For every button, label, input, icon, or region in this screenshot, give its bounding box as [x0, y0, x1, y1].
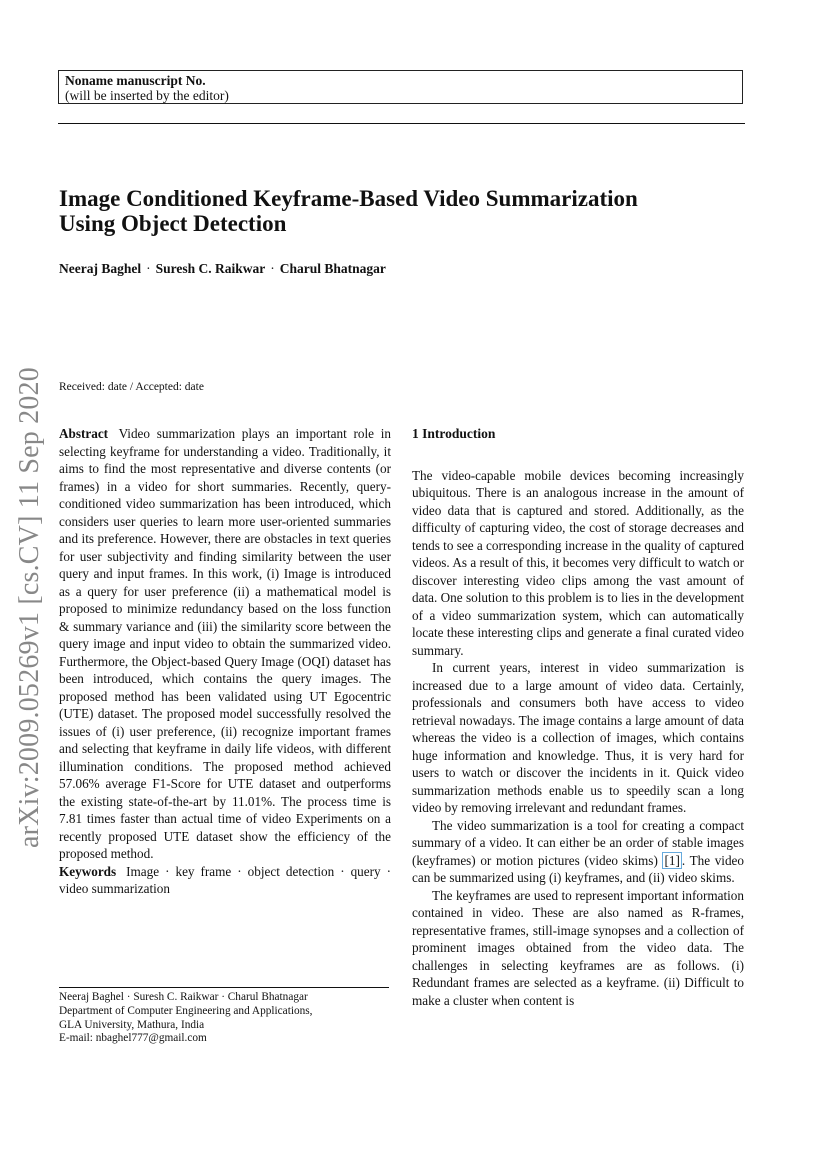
abstract-heading: Abstract: [59, 426, 109, 441]
paper-title: [59, 186, 759, 236]
intro-paragraph-3-a: The video summarization is a tool for creating a compact summary of a video. It can either be an order of stable images (keyframes) or motion pictures (video skims): [412, 817, 744, 868]
footnote-rule: [59, 987, 389, 988]
manuscript-title: Noname manuscript No.: [65, 73, 206, 88]
paper-title-line-2: Using Object Detection: [59, 211, 287, 236]
section-heading-introduction: 1 Introduction: [412, 426, 496, 441]
left-column: [59, 425, 391, 898]
top-rule: [58, 123, 745, 124]
received-date: Received: date / Accepted: date: [59, 381, 204, 393]
footnote-authors: Neeraj Baghel · Suresh C. Raikwar · Charul Bhatnagar: [59, 991, 308, 1003]
author-3: Charul Bhatnagar: [279, 261, 386, 276]
manuscript-subtitle: (will be inserted by the editor): [65, 88, 229, 103]
intro-paragraph-4: The keyframes are used to represent important information contained in video. These are also named as R-frames, representative frames, still-image synopses and a collection of prominent images obtained from the video data. The challenges in selecting keyframes are as follows. (i) Redundant frames are selected as a keyframe. (ii) Difficult to make a cluster when content is: [412, 887, 744, 1008]
citation-link[interactable]: [1]: [664, 852, 680, 868]
footnote-email: E-mail: nbaghel777@gmail.com: [59, 1032, 207, 1045]
intro-paragraph-3: [412, 817, 744, 887]
author-list: [59, 261, 386, 277]
intro-paragraph-1: The video-capable mobile devices becoming increasingly ubiquitous. There is an analogous increase in the amount of video data that is captured and stored. Additionally, as the difficulty of capturing video, the cost of storage decreases and tends to see a corresponding increase in the quality of captured videos. As a result of this, it becomes very difficult to watch or discover interesting video clips among the vast amount of data. One solution to this problem is to lies in the development of a video summarization system, which can automatically locate these interesting clips and generate a final curated video summary.: [412, 467, 744, 658]
right-column: [412, 425, 744, 1009]
author-2: Suresh C. Raikwar: [155, 261, 266, 276]
keywords: [59, 863, 391, 898]
intro-paragraph-2: In current years, interest in video summarization is increased due to a large amount of video data. Certainly, professionals and consumers both have access to video retrieval nowadays. The image contains a large amount of data whereas the video is a collection of images, which contains huge information and knowledge. Thus, it is very hard for users to watch or discover the incidents in it. Quick video summarization methods enable us to speedily scan a long video by removing irrelevant and redundant frames.: [412, 660, 744, 815]
footnote-department: Department of Computer Engineering and Applications,: [59, 1004, 313, 1017]
author-separator: ·: [146, 261, 151, 276]
abstract: [59, 425, 391, 863]
author-separator: ·: [270, 261, 275, 276]
abstract-text: Video summarization plays an important role in selecting keyframe for understanding a video. Traditionally, it aims to find the most representative and diverse contents (or frames) in a video for short summaries. Recently, query-conditioned video summarization has been introduced, which considers user queries to learn more user-oriented summaries and its preference. However, there are obstacles in text queries for user subjectivity and finding similarity between the user query and input frames. In this work, (i) Image is introduced as a query for user preference (ii) a mathematical model is proposed to minimize redundancy based on the loss function & summary variance and (iii) the similarity score between the query image and input video to obtain the summarized video. Furthermore, the Object-based Query Image (OQI) dataset has been introduced, which contains the query images. The proposed method has been validated using UT Egocentric (UTE) dataset. The proposed model successfully resolved the issues of (i) user preference, (ii) recognize important frames and selecting that keyframe in daily life videos, with different illumination conditions. The proposed method achieved 57.06% average F1-Score for UTE dataset and outperforms the existing state-of-the-art by 11.01%. The process time is 7.81 times faster than actual time of video Experiments on a recently proposed UTE dataset show the efficiency of the proposed method.: [59, 426, 391, 861]
author-footnote: [59, 991, 391, 1046]
keywords-heading: Keywords: [59, 863, 117, 879]
footnote-university: GLA University, Mathura, India: [59, 1018, 205, 1031]
paper-title-line-1: Image Conditioned Keyframe-Based Video Summarization: [59, 186, 638, 211]
manuscript-box: [58, 70, 743, 104]
intro-paragraph-3-b: . The video can be summarized using (i) keyframes, and (ii) video skims.: [412, 852, 745, 885]
keywords-text: Image · key frame · object detection · query · video summarization: [59, 863, 391, 896]
arxiv-stamp: arXiv:2009.05269v1 [cs.CV] 11 Sep 2020: [14, 367, 45, 848]
author-1: Neeraj Baghel: [59, 261, 142, 276]
